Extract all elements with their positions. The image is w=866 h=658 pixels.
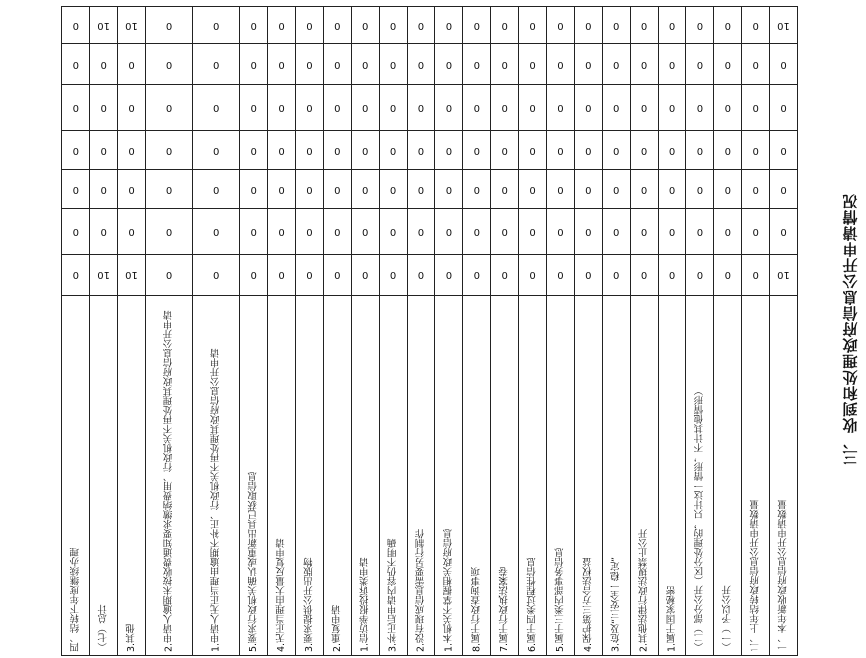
cell-other: 0 (146, 44, 193, 85)
cell-public-welfare: 0 (90, 130, 118, 169)
cell-natural-person: 0 (351, 254, 379, 295)
cell-commercial: 0 (62, 209, 90, 254)
row-label: 5.要求行政机关确认或重新出具已获取信息 (240, 296, 268, 656)
cell-research: 0 (268, 170, 296, 209)
cell-research: 0 (658, 170, 686, 209)
row-label: 3.其他 (118, 296, 146, 656)
cell-total: 0 (658, 7, 686, 44)
cell-other: 0 (90, 44, 118, 85)
cell-public-welfare: 0 (118, 130, 146, 169)
cell-total: 0 (602, 7, 630, 44)
row-label: 4.保护第三方合法权益 (574, 296, 602, 656)
cell-law-service: 0 (295, 85, 323, 130)
cell-commercial: 0 (686, 209, 714, 254)
cell-law-service: 0 (463, 85, 491, 130)
cell-commercial: 0 (193, 209, 240, 254)
cell-law-service: 0 (193, 85, 240, 130)
cell-research: 0 (463, 170, 491, 209)
cell-natural-person: 0 (546, 254, 574, 295)
cell-public-welfare: 0 (574, 130, 602, 169)
cell-law-service: 0 (118, 85, 146, 130)
cell-law-service: 0 (742, 85, 770, 130)
cell-commercial: 0 (295, 209, 323, 254)
cell-other: 0 (463, 44, 491, 85)
cell-natural-person: 0 (295, 254, 323, 295)
cell-other: 0 (351, 44, 379, 85)
cell-other: 0 (323, 44, 351, 85)
row-label: 3.补正后申请内容仍不明确 (379, 296, 407, 656)
cell-research: 0 (323, 170, 351, 209)
cell-law-service: 0 (686, 85, 714, 130)
cell-other: 0 (546, 44, 574, 85)
cell-total: 10 (118, 7, 146, 44)
cell-other: 0 (519, 44, 547, 85)
cell-commercial: 0 (658, 209, 686, 254)
row-label: 四、结转下年度继续办理 (62, 296, 90, 656)
row-label: 1.申请人无正当理由逾期不补正、行政机关不再处理其政府信息公开申请 (193, 296, 240, 656)
cell-natural-person: 0 (742, 254, 770, 295)
cell-law-service: 0 (602, 85, 630, 130)
cell-commercial: 0 (351, 209, 379, 254)
cell-public-welfare: 0 (491, 130, 519, 169)
cell-public-welfare: 0 (742, 130, 770, 169)
cell-law-service: 0 (407, 85, 435, 130)
cell-law-service: 0 (770, 85, 798, 130)
cell-law-service: 0 (90, 85, 118, 130)
cell-research: 0 (602, 170, 630, 209)
cell-other: 0 (574, 44, 602, 85)
cell-natural-person: 10 (770, 254, 798, 295)
cell-commercial: 0 (546, 209, 574, 254)
cell-total: 10 (770, 7, 798, 44)
cell-public-welfare: 0 (770, 130, 798, 169)
cell-law-service: 0 (658, 85, 686, 130)
cell-natural-person: 0 (379, 254, 407, 295)
cell-total: 0 (295, 7, 323, 44)
cell-total: 0 (407, 7, 435, 44)
cell-total: 0 (240, 7, 268, 44)
cell-commercial: 0 (463, 209, 491, 254)
row-label: 2.申请人逾期未按收费通知要求缴纳费用、行政机关不再处理其政府信息公开申请 (146, 296, 193, 656)
cell-research: 0 (379, 170, 407, 209)
cell-public-welfare: 0 (714, 130, 742, 169)
cell-public-welfare: 0 (240, 130, 268, 169)
cell-natural-person: 10 (118, 254, 146, 295)
cell-research: 0 (240, 170, 268, 209)
row-label: 6.属于四类过程性信息 (519, 296, 547, 656)
cell-public-welfare: 0 (602, 130, 630, 169)
row-label: 二、上年结转政府信息公开申请数量 (742, 296, 770, 656)
page-title: 三、收到和处理政府信息公开申请情况 (841, 193, 860, 465)
cell-research: 0 (770, 170, 798, 209)
cell-natural-person: 0 (491, 254, 519, 295)
cell-commercial: 0 (491, 209, 519, 254)
cell-total: 0 (546, 7, 574, 44)
row-label: 5.属于三类内部事务信息 (546, 296, 574, 656)
cell-research: 0 (519, 170, 547, 209)
cell-law-service: 0 (323, 85, 351, 130)
cell-law-service: 0 (519, 85, 547, 130)
cell-commercial: 0 (574, 209, 602, 254)
cell-commercial: 0 (146, 209, 193, 254)
cell-natural-person: 0 (714, 254, 742, 295)
cell-total: 0 (491, 7, 519, 44)
cell-commercial: 0 (323, 209, 351, 254)
cell-public-welfare: 0 (686, 130, 714, 169)
row-label: 3.要求提供公开出版物 (295, 296, 323, 656)
cell-research: 0 (742, 170, 770, 209)
cell-other: 0 (379, 44, 407, 85)
row-label: 1.信访举报投诉类申请 (351, 296, 379, 656)
cell-natural-person: 0 (574, 254, 602, 295)
cell-public-welfare: 0 (435, 130, 463, 169)
cell-research: 0 (407, 170, 435, 209)
cell-law-service: 0 (62, 85, 90, 130)
row-label: 2.重复申请 (323, 296, 351, 656)
cell-natural-person: 0 (146, 254, 193, 295)
row-label: 2.没有现成信息需要另行制作 (407, 296, 435, 656)
statistics-table (61, 6, 798, 656)
row-label: （一）予以公开 (714, 296, 742, 656)
cell-research: 0 (686, 170, 714, 209)
cell-total: 0 (323, 7, 351, 44)
cell-other: 0 (295, 44, 323, 85)
cell-total: 0 (351, 7, 379, 44)
cell-other: 0 (714, 44, 742, 85)
cell-other: 0 (118, 44, 146, 85)
cell-public-welfare: 0 (658, 130, 686, 169)
cell-natural-person: 0 (193, 254, 240, 295)
cell-research: 0 (295, 170, 323, 209)
cell-natural-person: 0 (463, 254, 491, 295)
cell-public-welfare: 0 (351, 130, 379, 169)
cell-research: 0 (146, 170, 193, 209)
cell-total: 0 (62, 7, 90, 44)
row-label: 一、本年新收政府信息公开申请数量 (770, 296, 798, 656)
cell-total: 0 (146, 7, 193, 44)
row-label: 4.无正当理由大量反复申请 (268, 296, 296, 656)
cell-total: 0 (630, 7, 658, 44)
cell-commercial: 0 (519, 209, 547, 254)
cell-commercial: 0 (602, 209, 630, 254)
cell-research: 0 (491, 170, 519, 209)
cell-natural-person: 0 (407, 254, 435, 295)
cell-other: 0 (62, 44, 90, 85)
cell-public-welfare: 0 (295, 130, 323, 169)
row-label: 3.危及“三安全一稳定” (602, 296, 630, 656)
cell-research: 0 (351, 170, 379, 209)
cell-law-service: 0 (146, 85, 193, 130)
cell-commercial: 0 (90, 209, 118, 254)
cell-public-welfare: 0 (146, 130, 193, 169)
cell-total: 0 (742, 7, 770, 44)
cell-commercial: 0 (770, 209, 798, 254)
cell-law-service: 0 (240, 85, 268, 130)
cell-public-welfare: 0 (379, 130, 407, 169)
cell-other: 0 (602, 44, 630, 85)
cell-natural-person: 0 (323, 254, 351, 295)
cell-commercial: 0 (407, 209, 435, 254)
cell-research: 0 (118, 170, 146, 209)
cell-public-welfare: 0 (463, 130, 491, 169)
cell-natural-person: 0 (519, 254, 547, 295)
cell-public-welfare: 0 (630, 130, 658, 169)
row-label: 2.其他法律行政法规禁止公开 (630, 296, 658, 656)
cell-other: 0 (770, 44, 798, 85)
cell-total: 0 (686, 7, 714, 44)
cell-law-service: 0 (351, 85, 379, 130)
cell-other: 0 (630, 44, 658, 85)
row-label: （二）部分公开（区分处理的，只计这一情形，不计其他情形） (686, 296, 714, 656)
cell-public-welfare: 0 (323, 130, 351, 169)
cell-total: 0 (574, 7, 602, 44)
cell-other: 0 (407, 44, 435, 85)
cell-commercial: 0 (240, 209, 268, 254)
cell-natural-person: 0 (602, 254, 630, 295)
cell-public-welfare: 0 (62, 130, 90, 169)
cell-research: 0 (193, 170, 240, 209)
cell-law-service: 0 (268, 85, 296, 130)
cell-other: 0 (491, 44, 519, 85)
row-label: 7.属于行政执法案卷 (491, 296, 519, 656)
cell-total: 0 (519, 7, 547, 44)
cell-public-welfare: 0 (519, 130, 547, 169)
cell-natural-person: 0 (268, 254, 296, 295)
cell-total: 0 (268, 7, 296, 44)
cell-total: 0 (435, 7, 463, 44)
cell-law-service: 0 (491, 85, 519, 130)
row-label: 1.属于国家秘密 (658, 296, 686, 656)
row-label: 1.本机关不掌握相关政府信息 (435, 296, 463, 656)
cell-other: 0 (240, 44, 268, 85)
cell-natural-person: 0 (630, 254, 658, 295)
cell-research: 0 (90, 170, 118, 209)
cell-other: 0 (686, 44, 714, 85)
cell-commercial: 0 (379, 209, 407, 254)
cell-other: 0 (658, 44, 686, 85)
cell-research: 0 (435, 170, 463, 209)
cell-law-service: 0 (574, 85, 602, 130)
cell-total: 0 (714, 7, 742, 44)
row-label: （七）总计 (90, 296, 118, 656)
cell-commercial: 0 (435, 209, 463, 254)
cell-public-welfare: 0 (268, 130, 296, 169)
row-label: 8.属于行政查询事项 (463, 296, 491, 656)
cell-commercial: 0 (714, 209, 742, 254)
cell-law-service: 0 (714, 85, 742, 130)
cell-total: 0 (193, 7, 240, 44)
cell-natural-person: 0 (658, 254, 686, 295)
cell-natural-person: 0 (62, 254, 90, 295)
cell-research: 0 (574, 170, 602, 209)
cell-law-service: 0 (379, 85, 407, 130)
cell-natural-person: 0 (240, 254, 268, 295)
cell-total: 0 (379, 7, 407, 44)
cell-natural-person: 0 (686, 254, 714, 295)
cell-commercial: 0 (118, 209, 146, 254)
cell-public-welfare: 0 (407, 130, 435, 169)
cell-other: 0 (742, 44, 770, 85)
cell-other: 0 (268, 44, 296, 85)
cell-other: 0 (435, 44, 463, 85)
cell-public-welfare: 0 (546, 130, 574, 169)
cell-law-service: 0 (546, 85, 574, 130)
cell-law-service: 0 (435, 85, 463, 130)
cell-natural-person: 0 (435, 254, 463, 295)
cell-commercial: 0 (630, 209, 658, 254)
cell-total: 0 (463, 7, 491, 44)
cell-research: 0 (630, 170, 658, 209)
cell-natural-person: 10 (90, 254, 118, 295)
cell-research: 0 (546, 170, 574, 209)
cell-public-welfare: 0 (193, 130, 240, 169)
cell-research: 0 (62, 170, 90, 209)
cell-commercial: 0 (268, 209, 296, 254)
cell-total: 10 (90, 7, 118, 44)
cell-commercial: 0 (742, 209, 770, 254)
cell-law-service: 0 (630, 85, 658, 130)
cell-research: 0 (714, 170, 742, 209)
cell-other: 0 (193, 44, 240, 85)
